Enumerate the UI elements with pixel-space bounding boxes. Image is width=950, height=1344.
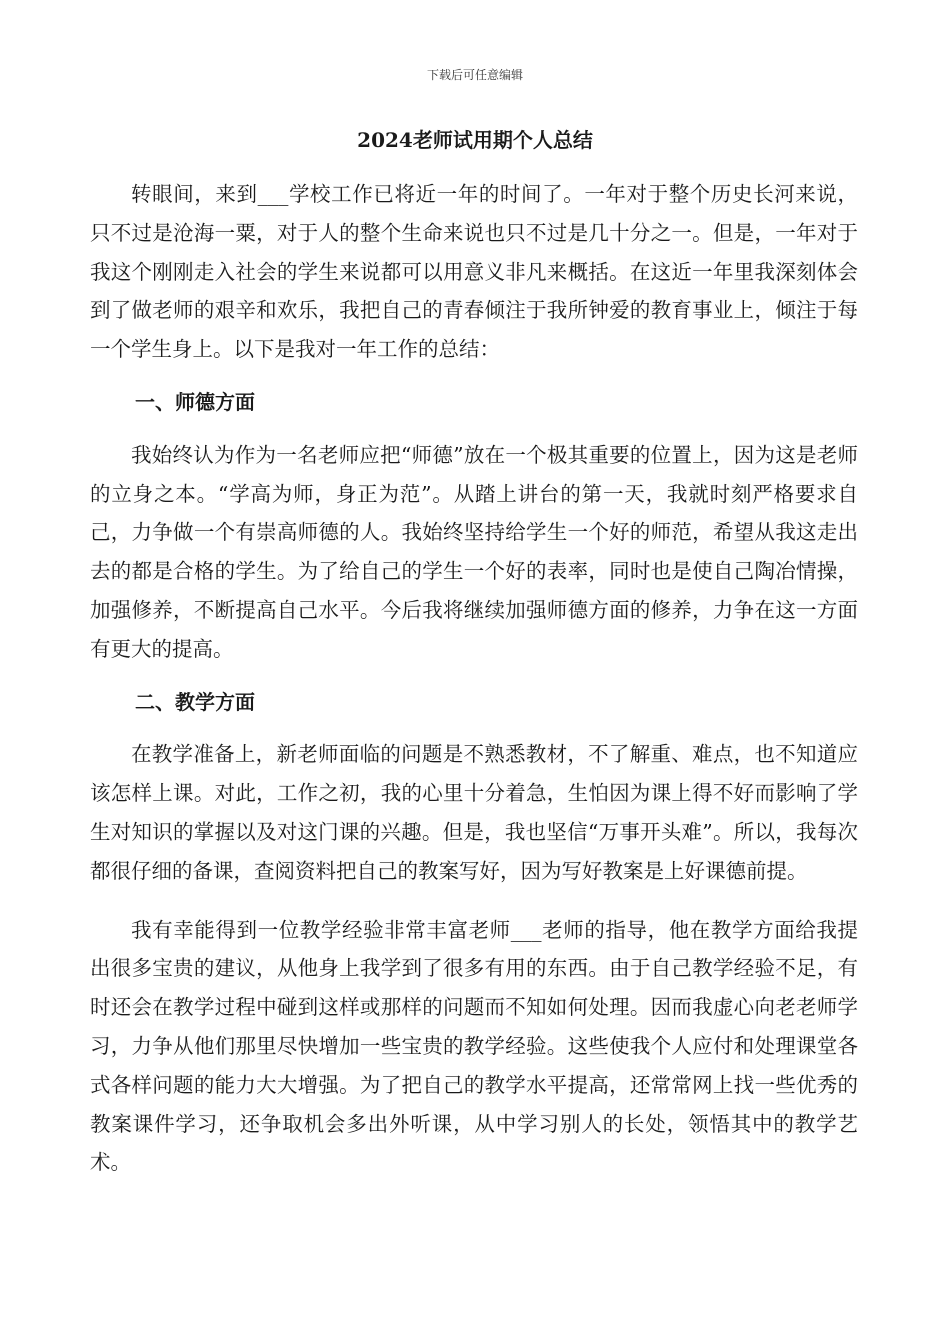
section-heading-ethics: 一、师德方面 bbox=[135, 389, 255, 414]
header-note: 下载后可任意编辑 bbox=[426, 68, 523, 82]
ethics-paragraph: 我始终认为作为一名老师应把“师德”放在一个极其重要的位置上，因为这是老师的立身之本。“学高为师，身正为范”。从踏上讲台的第一天，我就时刻严格要求自己，力争做一个有崇高师德的人。我始终坚持给学生一个好的师范，希望从我这走出去的都是合格的学生。为了给自己的学生一个好的表率，同时也是使自己陶冶情操，加强修养，不断提高自己水平。今后我将继续加强师德方面的修养，力争在这一方面有更大的提高。 bbox=[90, 442, 858, 661]
teaching-paragraph-1: 在教学准备上，新老师面临的问题是不熟悉教材，不了解重、难点，也不知道应该怎样上课。对此，工作之初，我的心里十分着急，生怕因为课上得不好而影响了学生对知识的掌握以及对这门课的兴趣。但是，我也坚信“万事开头难”。所以，我每次都很仔细的备课，查阅资料把自己的教案写好，因为写好教案是上好课德前提。 bbox=[90, 742, 858, 883]
document-body bbox=[90, 175, 858, 1182]
document-title: 2024老师试用期个人总结 bbox=[357, 128, 593, 152]
intro-paragraph: 转眼间，来到___学校工作已将近一年的时间了。一年对于整个历史长河来说，只不过是沧海一粟，对于人的整个生命来说也只不过是几十分之一。但是，一年对于我这个刚刚走入社会的学生来说都可以用意义非凡来概括。在这近一年里我深刻体会到了做老师的艰辛和欢乐，我把自己的青春倾注于我所钟爱的教育事业上，倾注于每一个学生身上。以下是我对一年工作的总结： bbox=[90, 182, 858, 362]
teaching-paragraph-2: 我有幸能得到一位教学经验非常丰富老师___老师的指导，他在教学方面给我提出很多宝贵的建议，从他身上我学到了很多有用的东西。由于自己教学经验不足，有时还会在教学过程中碰到这样或那样的问题而不知如何处理。因而我虚心向老老师学习，力争从他们那里尽快增加一些宝贵的教学经验。这些使我个人应付和处理课堂各式各样问题的能力大大增强。为了把自己的教学水平提高，还常常网上找一些优秀的教案课件学习，还争取机会多出外听课，从中学习别人的长处，领悟其中的教学艺术。 bbox=[90, 917, 858, 1175]
section-heading-teaching: 二、教学方面 bbox=[135, 689, 255, 714]
